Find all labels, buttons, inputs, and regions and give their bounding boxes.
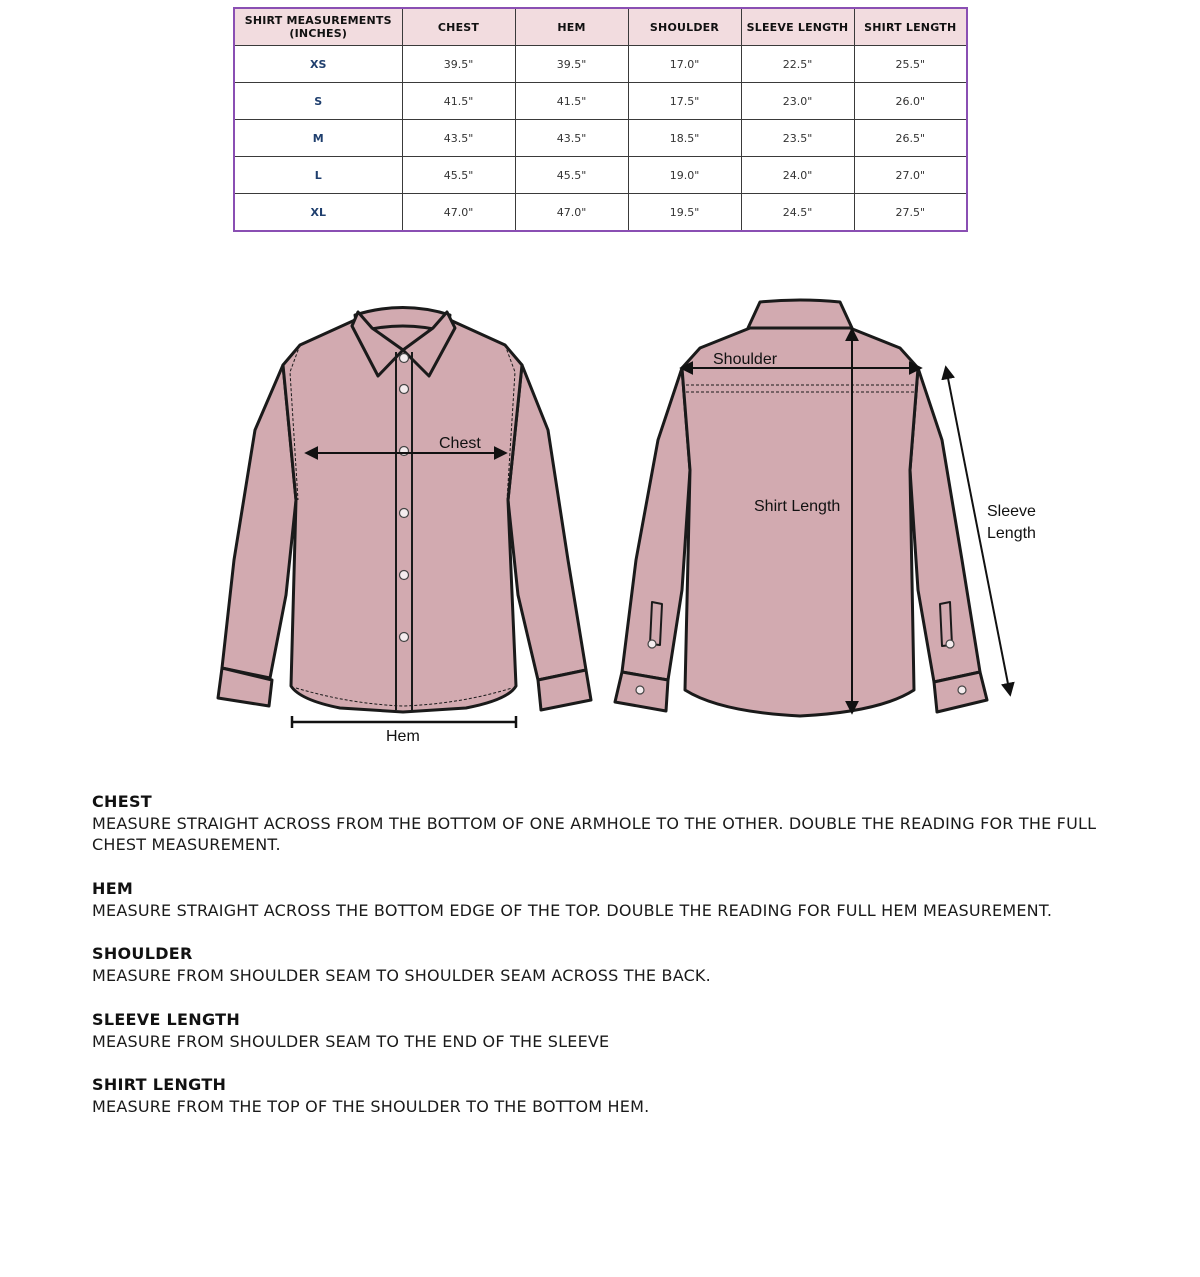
cell-shoulder: 18.5" [628,120,741,157]
guide-text: MEASURE FROM SHOULDER SEAM TO SHOULDER SEAM ACROSS THE BACK. [92,966,711,985]
hem-measure-line [292,716,516,728]
shirt-length-label: Shirt Length [754,498,841,515]
size-chart-table [233,7,968,232]
cell-shoulder: 17.0" [628,46,741,83]
cell-shoulder: 19.5" [628,194,741,232]
cell-sleeve-length: 24.5" [741,194,854,232]
cell-hem: 41.5" [515,83,628,120]
cell-hem: 39.5" [515,46,628,83]
cell-shirt-length: 27.0" [854,157,967,194]
guide-title: SHIRT LENGTH [92,1075,227,1094]
size-label: L [234,157,402,194]
guide-title: SLEEVE LENGTH [92,1010,241,1029]
table-header-row [234,8,967,46]
cell-sleeve-length: 23.0" [741,83,854,120]
guide-title: SHOULDER [92,944,193,963]
guide-hem [92,879,1102,921]
cell-shirt-length: 26.0" [854,83,967,120]
header-shirt-length: SHIRT LENGTH [854,8,967,46]
header-chest: CHEST [402,8,515,46]
guide-shirt-length [92,1075,1102,1117]
cell-hem: 45.5" [515,157,628,194]
table-row [234,46,967,83]
sleeve-length-label-line2: Length [987,525,1036,542]
guide-text: MEASURE STRAIGHT ACROSS THE BOTTOM EDGE OF THE TOP. DOUBLE THE READING FOR FULL HEM MEASUREMENT. [92,901,1053,920]
header-sleeve-length: SLEEVE LENGTH [741,8,854,46]
cell-shirt-length: 26.5" [854,120,967,157]
table-row [234,157,967,194]
chest-label: Chest [439,435,481,452]
header-hem: HEM [515,8,628,46]
cell-sleeve-length: 24.0" [741,157,854,194]
table-row [234,120,967,157]
shirt-measurement-diagram [185,270,1036,770]
guide-title: HEM [92,879,134,898]
header-shoulder: SHOULDER [628,8,741,46]
cell-sleeve-length: 23.5" [741,120,854,157]
guide-text: MEASURE FROM THE TOP OF THE SHOULDER TO THE BOTTOM HEM. [92,1097,650,1116]
cell-chest: 41.5" [402,83,515,120]
cell-hem: 47.0" [515,194,628,232]
guide-title: CHEST [92,792,152,811]
guide-chest [92,792,1102,855]
cell-shirt-length: 25.5" [854,46,967,83]
cell-shoulder: 19.0" [628,157,741,194]
cell-chest: 39.5" [402,46,515,83]
guide-text: MEASURE STRAIGHT ACROSS FROM THE BOTTOM OF ONE ARMHOLE TO THE OTHER. DOUBLE THE READING FOR THE FULL CHEST MEASUREMENT. [92,814,1097,854]
guide-sleeve-length [92,1010,1102,1052]
cell-sleeve-length: 22.5" [741,46,854,83]
header-measurements-label: SHIRT MEASUREMENTS (INCHES) [234,8,402,46]
hem-label: Hem [386,728,420,745]
guide-shoulder [92,944,1102,986]
shoulder-label: Shoulder [713,351,778,368]
guide-text: MEASURE FROM SHOULDER SEAM TO THE END OF THE SLEEVE [92,1032,610,1051]
size-label: S [234,83,402,120]
cell-shirt-length: 27.5" [854,194,967,232]
cell-shoulder: 17.5" [628,83,741,120]
table-row [234,83,967,120]
sleeve-length-label-line1: Sleeve [987,503,1036,520]
cell-chest: 45.5" [402,157,515,194]
cell-hem: 43.5" [515,120,628,157]
cell-chest: 43.5" [402,120,515,157]
size-label: XS [234,46,402,83]
table-row [234,194,967,232]
size-label: M [234,120,402,157]
cell-chest: 47.0" [402,194,515,232]
size-label: XL [234,194,402,232]
